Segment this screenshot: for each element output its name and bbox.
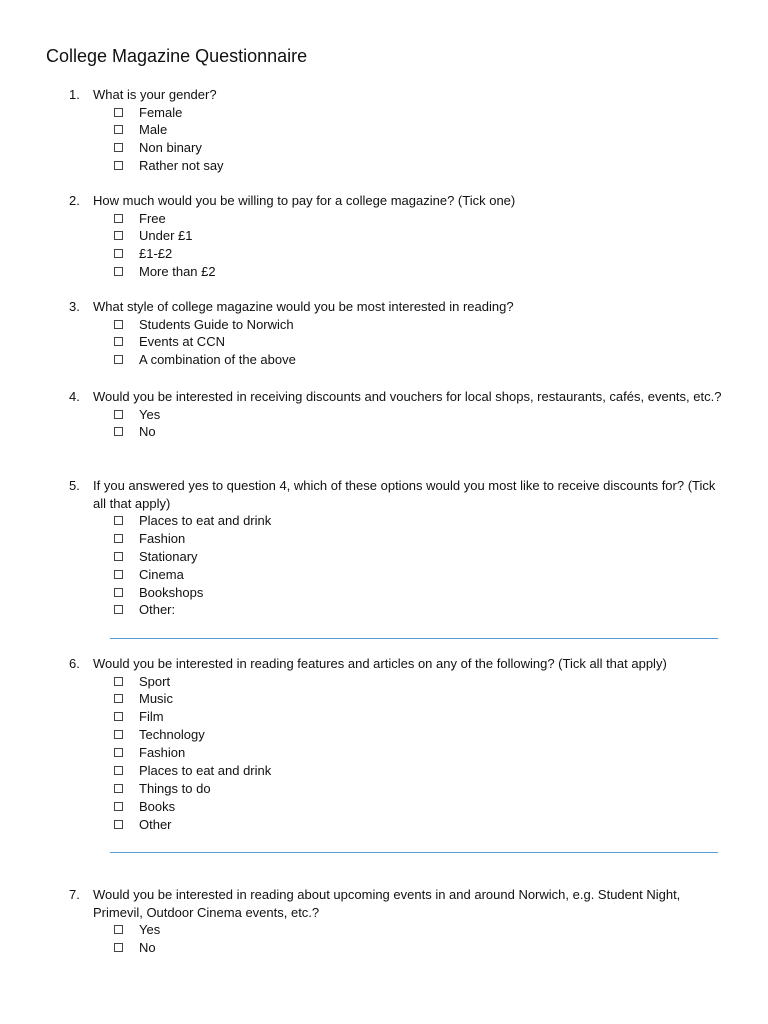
checkbox[interactable]: [114, 766, 123, 775]
question-6: [0, 655, 768, 853]
checkbox[interactable]: [114, 355, 123, 364]
question-number: 5.: [69, 478, 80, 493]
question-number: 1.: [69, 87, 80, 102]
checkbox[interactable]: [114, 748, 123, 757]
option-label: Under £1: [139, 228, 193, 244]
option-label: Things to do: [139, 780, 211, 796]
other-answer-line[interactable]: [110, 638, 718, 639]
checkbox[interactable]: [114, 730, 123, 739]
checkbox[interactable]: [114, 712, 123, 721]
checkbox[interactable]: [114, 320, 123, 329]
checkbox[interactable]: [114, 214, 123, 223]
option-label: Free: [139, 210, 166, 226]
checkbox[interactable]: [114, 161, 123, 170]
option-label: Places to eat and drink: [139, 762, 272, 778]
question-number: 6.: [69, 656, 80, 671]
option-free: [114, 210, 768, 228]
option-label: Fashion: [139, 530, 186, 546]
option-fashion: [114, 530, 768, 548]
question-number: 2.: [69, 193, 80, 208]
option-yes: [114, 406, 768, 424]
question-1: [0, 86, 768, 175]
option-list: [0, 210, 768, 282]
question-7: [0, 886, 768, 957]
question-number: 4.: [69, 389, 80, 404]
checkbox[interactable]: [114, 516, 123, 525]
option-other: [114, 816, 768, 834]
option-male: [114, 121, 768, 139]
checkbox[interactable]: [114, 534, 123, 543]
option-label: Places to eat and drink: [139, 513, 272, 528]
checkbox[interactable]: [114, 143, 123, 152]
option-events-at-ccn: [114, 333, 768, 351]
option-stationary: [114, 548, 768, 566]
option-label: Rather not say: [139, 158, 224, 174]
option-label: More than £2: [139, 264, 216, 280]
checkbox[interactable]: [114, 588, 123, 597]
checkbox[interactable]: [114, 694, 123, 703]
question-number: 3.: [69, 299, 80, 314]
option-female: [114, 104, 768, 122]
checkbox[interactable]: [114, 784, 123, 793]
option-label: Non binary: [139, 140, 202, 156]
option-books: [114, 798, 768, 816]
option-bookshops: [114, 584, 768, 602]
question-text: Would you be interested in reading about upcoming events in and around Norwich, e.g. Student Night, Primevil, Outdoor Cinema events, etc.?: [93, 887, 681, 920]
option-label: Sport: [139, 673, 171, 689]
option-label: Bookshops: [139, 584, 204, 600]
option-label: A combination of the above: [139, 352, 296, 368]
option-places-to-eat: [114, 762, 768, 780]
option-list: [0, 406, 768, 442]
option-combination: [114, 351, 768, 369]
checkbox[interactable]: [114, 570, 123, 579]
option-non-binary: [114, 139, 768, 157]
option-fashion: [114, 744, 768, 762]
checkbox[interactable]: [114, 802, 123, 811]
option-places-to-eat: [114, 512, 768, 530]
checkbox[interactable]: [114, 231, 123, 240]
option-list: [0, 921, 768, 957]
option-label: Female: [139, 104, 183, 120]
option-label: Students Guide to Norwich: [139, 316, 294, 332]
checkbox[interactable]: [114, 410, 123, 419]
option-students-guide: [114, 316, 768, 334]
option-label: £1-£2: [139, 246, 173, 262]
question-text: What style of college magazine would you be most interested in reading?: [93, 299, 514, 314]
question-number: 7.: [69, 887, 80, 902]
question-text: Would you be interested in reading features and articles on any of the following? (Tick all that apply): [93, 656, 667, 671]
option-label: Male: [139, 122, 168, 138]
question-text: What is your gender?: [93, 87, 217, 102]
option-label: Music: [139, 691, 173, 707]
option-under-1: [114, 227, 768, 245]
option-list: [0, 673, 768, 834]
question-text: Would you be interested in receiving discounts and vouchers for local shops, restaurants, cafés, events, etc.?: [93, 389, 722, 404]
option-1-2: [114, 245, 768, 263]
option-rather-not-say: [114, 157, 768, 175]
option-music: [114, 690, 768, 708]
option-more-than-2: [114, 263, 768, 281]
question-4: [0, 388, 768, 441]
question-text: If you answered yes to question 4, which of these options would you most like to receive discounts for? (Tick all that apply): [93, 478, 716, 511]
option-label: No: [139, 939, 156, 955]
question-5: [0, 477, 768, 639]
option-label: Other: [139, 816, 172, 832]
checkbox[interactable]: [114, 943, 123, 952]
question-3: [0, 298, 768, 369]
checkbox[interactable]: [114, 552, 123, 561]
checkbox[interactable]: [114, 337, 123, 346]
option-yes: [114, 921, 768, 939]
option-list: [0, 316, 768, 370]
option-no: [114, 423, 768, 441]
other-answer-line[interactable]: [110, 852, 718, 853]
option-label: Film: [139, 709, 164, 725]
option-list: [0, 512, 768, 619]
question-2: [0, 192, 768, 281]
option-technology: [114, 726, 768, 744]
option-film: [114, 708, 768, 726]
option-other: [114, 601, 768, 619]
option-label: Yes: [139, 922, 161, 937]
option-label: Events at CCN: [139, 334, 225, 350]
option-list: [0, 104, 768, 176]
checkbox[interactable]: [114, 605, 123, 614]
checkbox[interactable]: [114, 249, 123, 258]
checkbox[interactable]: [114, 108, 123, 117]
checkbox[interactable]: [114, 125, 123, 134]
option-label: Fashion: [139, 745, 186, 761]
option-label: Stationary: [139, 548, 198, 564]
checkbox[interactable]: [114, 925, 123, 934]
option-sport: [114, 673, 768, 691]
checkbox[interactable]: [114, 267, 123, 276]
checkbox[interactable]: [114, 427, 123, 436]
checkbox[interactable]: [114, 820, 123, 829]
option-things-to-do: [114, 780, 768, 798]
document-title: College Magazine Questionnaire: [46, 46, 308, 66]
checkbox[interactable]: [114, 677, 123, 686]
option-no: [114, 939, 768, 957]
option-label: Yes: [139, 406, 161, 422]
option-label: Cinema: [139, 566, 184, 582]
option-label: Other:: [139, 602, 176, 618]
option-label: Books: [139, 798, 176, 814]
question-text: How much would you be willing to pay for a college magazine? (Tick one): [93, 193, 516, 208]
option-cinema: [114, 566, 768, 584]
option-label: Technology: [139, 727, 205, 743]
option-label: No: [139, 424, 156, 440]
